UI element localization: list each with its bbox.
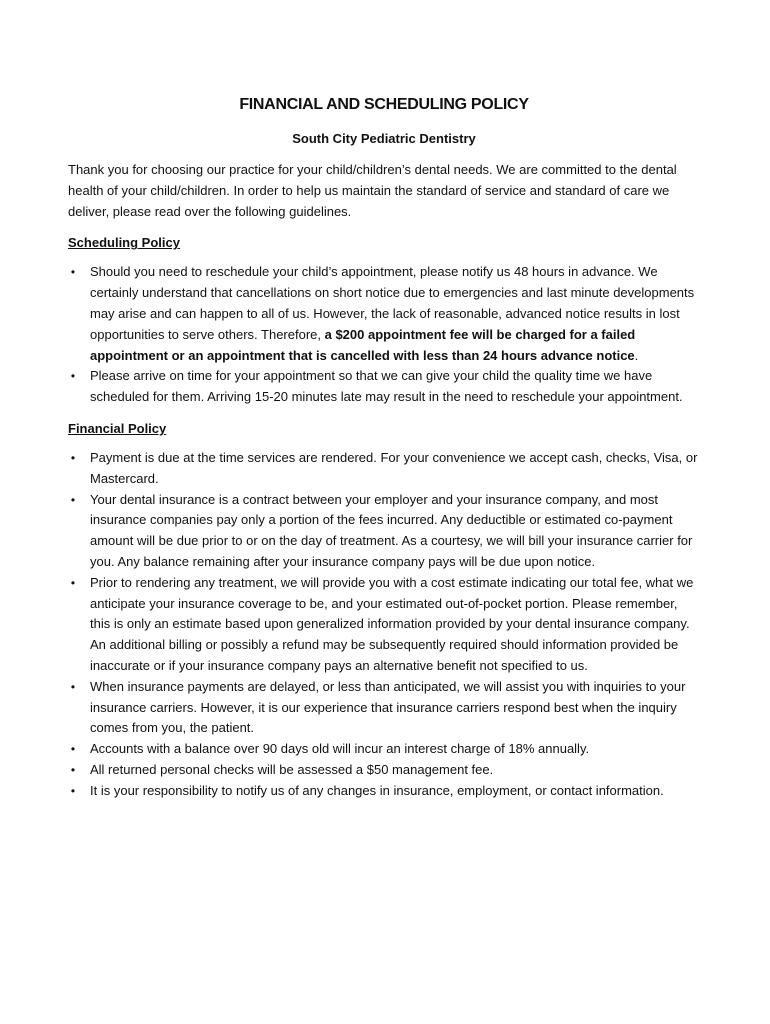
financial-item-text: Payment is due at the time services are rendered. For your convenience we accept cash, checks, Visa, or Mastercard.: [90, 449, 698, 486]
financial-item-text: All returned personal checks will be assessed a $50 management fee.: [90, 761, 494, 777]
financial-item-text: It is your responsibility to notify us of any changes in insurance, employment, or contact information.: [90, 782, 664, 798]
intro-paragraph: Thank you for choosing our practice for your child/children’s dental needs. We are committed to the dental health of your child/children. In order to help us maintain the standard of service and standard of care we deliver, please read over the following guidelines.: [68, 162, 677, 219]
bullet-icon: •: [70, 492, 76, 507]
scheduling-item-end: .: [634, 347, 639, 363]
scheduling-item-text: Should you need to reschedule your child’s appointment, please notify us 48 hours in advance. We certainly understand that cancellations on short notice due to emergencies and last minute developments may arise and can happen to all of us. However, the lack of reasonable, advanced notice results in lost opportunities to serve others. Therefore,: [90, 264, 695, 342]
financial-item-returned-checks: [68, 760, 700, 781]
financial-item-dental-insurance: [68, 490, 700, 573]
financial-policy-heading: Financial Policy: [68, 420, 167, 436]
bullet-icon: •: [70, 369, 76, 384]
bullet-icon: •: [70, 762, 76, 777]
scheduling-item-text: Please arrive on time for your appointment so that we can give your child the quality time we have scheduled for them. Arriving 15-20 minutes late may result in the need to reschedule your appointment.: [90, 368, 683, 405]
financial-item-cost-estimate: [68, 573, 700, 677]
bullet-icon: •: [70, 575, 76, 590]
bullet-icon: •: [70, 450, 76, 465]
financial-item-text: Your dental insurance is a contract between your employer and your insurance company, and most insurance companies pay only a portion of the fees incurred. Any deductible or estimated co-payment amount will be due prior to or on the day of treatment. As a courtesy, we will bill your insurance carrier for you. Any balance remaining after your insurance company pays will be due upon notice.: [90, 491, 693, 569]
scheduling-item-arrive-on-time: [68, 366, 700, 408]
document-title: FINANCIAL AND SCHEDULING POLICY: [239, 96, 529, 113]
bullet-icon: •: [70, 783, 76, 798]
bullet-icon: •: [70, 265, 76, 280]
financial-item-payment-due: [68, 448, 700, 490]
bullet-icon: •: [70, 679, 76, 694]
scheduling-policy-heading: Scheduling Policy: [68, 235, 180, 251]
appointment-fee-notice: a $200 appointment fee will be charged for a failed appointment or an appointment that is cancelled with less than 24 hours advance notice: [90, 326, 636, 363]
financial-item-notify-changes: [68, 781, 700, 802]
practice-name: South City Pediatric Dentistry: [292, 131, 476, 146]
financial-policy-list: [68, 448, 700, 802]
bullet-icon: •: [70, 742, 76, 757]
financial-item-interest-charge: [68, 739, 700, 760]
financial-item-text: Prior to rendering any treatment, we will provide you with a cost estimate indicating our total fee, what we anticipate your insurance coverage to be, and your estimated out-of-pocket portion. Please remember, this is only an estimate based upon generalized information provided by your dental insurance company. An additional billing or possibly a refund may be subsequently required should information provided be inaccurate or if your insurance company pays an alternative benefit not specified to us.: [90, 574, 694, 673]
scheduling-policy-list: [68, 262, 700, 408]
scheduling-item-reschedule: [68, 262, 700, 366]
financial-item-text: When insurance payments are delayed, or less than anticipated, we will assist you with inquiries to your insurance carriers. However, it is our experience that insurance carriers respond best when the inquiry comes from you, the patient.: [90, 678, 686, 736]
financial-item-insurance-delays: [68, 677, 700, 739]
financial-item-text: Accounts with a balance over 90 days old will incur an interest charge of 18% annually.: [90, 741, 590, 757]
